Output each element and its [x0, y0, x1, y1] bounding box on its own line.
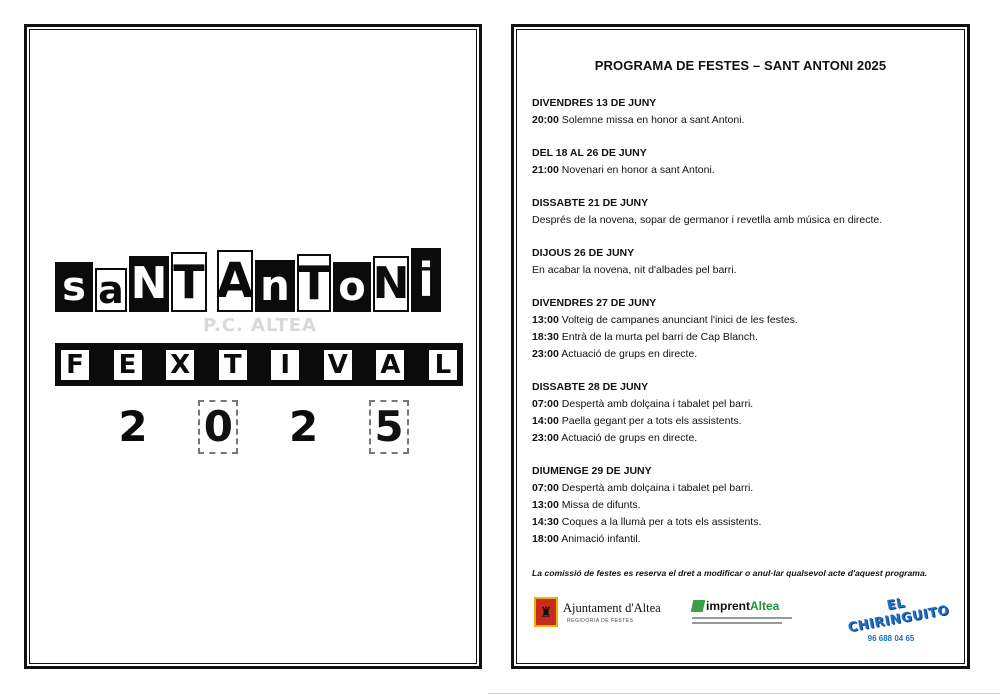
ajuntament-name: Ajuntament d'Altea: [563, 600, 661, 615]
band-letter: E: [114, 350, 142, 380]
event-line: [532, 480, 952, 497]
year-digit: 0: [198, 400, 238, 454]
band-letter: T: [219, 350, 247, 380]
event-text: Coques a la llumà per a tots els assistents.: [558, 516, 762, 528]
event-text: Volteig de campanes anunciant l'inici de les festes.: [558, 314, 798, 326]
day-title: DIUMENGE 29 DE JUNY: [532, 465, 652, 477]
event-time: 13:00: [532, 499, 559, 511]
cover-title: [55, 242, 467, 312]
ajuntament-sub: REGIDORIA DE FESTES: [567, 617, 634, 624]
ajuntament-logo: [534, 597, 661, 627]
event-text: Actuació de grups en directe.: [558, 348, 698, 360]
imprent-mark-icon: [691, 600, 706, 612]
event-line: [532, 413, 952, 430]
title-letter: T: [171, 252, 207, 312]
band-letter: V: [324, 350, 352, 380]
event-text: Novenari en honor a sant Antoni.: [558, 164, 715, 176]
event-text: En acabar la novena, nit d'albades pel barri.: [532, 264, 737, 276]
event-text: Entrà de la murta pel barri de Cap Blanch.: [558, 331, 758, 343]
day-block: [532, 295, 952, 363]
imprent-details-line: [692, 622, 782, 624]
event-line: [532, 531, 952, 548]
title-letter: A: [217, 250, 253, 312]
title-letter: s: [55, 262, 93, 312]
event-line: [532, 312, 952, 329]
event-line: [532, 262, 952, 279]
day-block: [532, 145, 952, 179]
title-letter: a: [95, 268, 127, 312]
program-title: PROGRAMA DE FESTES – SANT ANTONI 2025: [594, 58, 887, 73]
imprent-brand: Altea: [750, 599, 780, 613]
event-line: [532, 430, 952, 447]
event-time: 20:00: [532, 114, 559, 126]
event-time: 14:30: [532, 516, 559, 528]
title-letter: N: [129, 256, 169, 312]
title-letter: i: [411, 248, 441, 312]
title-letter: n: [255, 260, 295, 312]
event-time: 23:00: [532, 348, 559, 360]
event-line: [532, 346, 952, 363]
event-time: 13:00: [532, 314, 559, 326]
event-line: [532, 514, 952, 531]
band-letter: F: [61, 350, 89, 380]
imprent-prefix: imprent: [706, 599, 751, 613]
event-time: 18:30: [532, 331, 559, 343]
day-title: DIVENDRES 27 DE JUNY: [532, 297, 657, 309]
day-block: [532, 95, 952, 129]
fextival-band: [55, 343, 463, 386]
event-line: [532, 162, 952, 179]
event-line: [532, 396, 952, 413]
event-text: Actuació de grups en directe.: [558, 432, 698, 444]
event-text: Solemne missa en honor a sant Antoni.: [558, 114, 745, 126]
event-text: Despertà amb dolçaina i tabalet pel barri.: [558, 482, 754, 494]
imprent-details-line: [692, 617, 792, 619]
event-text: Paella gegant per a tots els assistents.: [558, 415, 742, 427]
chiringuito-logo: [846, 595, 951, 643]
imprentaltea-logo: [692, 599, 792, 624]
day-title: DISSABTE 28 DE JUNY: [532, 381, 649, 393]
program-days: [532, 95, 952, 564]
shield-icon: ♜: [534, 597, 558, 627]
band-letter: I: [271, 350, 299, 380]
event-time: 18:00: [532, 533, 559, 545]
title-letter: o: [333, 262, 371, 312]
event-text: Despertà amb dolçaina i tabalet pel barri.: [558, 398, 754, 410]
event-time: 21:00: [532, 164, 559, 176]
band-letter: L: [429, 350, 457, 380]
event-line: [532, 212, 952, 229]
event-time: 23:00: [532, 432, 559, 444]
day-block: [532, 195, 952, 229]
title-letter: T: [298, 256, 330, 310]
program-panel: [511, 24, 970, 669]
day-block: [532, 463, 952, 548]
day-title: DIJOUS 26 DE JUNY: [532, 247, 635, 259]
day-title: DIVENDRES 13 DE JUNY: [532, 97, 657, 109]
chiringuito-phone: 96 688 04 65: [867, 634, 915, 643]
band-letter: X: [166, 350, 194, 380]
event-text: Animació infantil.: [558, 533, 641, 545]
event-line: [532, 329, 952, 346]
event-line: [532, 112, 952, 129]
event-text: Després de la novena, sopar de germanor i revetlla amb música en directe.: [532, 214, 883, 226]
day-block: [532, 245, 952, 279]
day-title: DEL 18 AL 26 DE JUNY: [532, 147, 647, 159]
day-block: [532, 379, 952, 447]
year-digit: 2: [284, 400, 324, 454]
band-letter: A: [376, 350, 404, 380]
event-line: [532, 497, 952, 514]
event-time: 07:00: [532, 398, 559, 410]
event-time: 07:00: [532, 482, 559, 494]
event-text: Missa de difunts.: [558, 499, 641, 511]
disclaimer-text: La comissió de festes es reserva el dret a modificar o anul·lar qualsevol acte d'aquest programa.: [532, 568, 928, 578]
event-time: 14:00: [532, 415, 559, 427]
year-digits: [113, 397, 409, 457]
year-digit: 5: [369, 400, 409, 454]
year-digit: 2: [113, 400, 153, 454]
watermark-text: P.C. ALTEA: [203, 315, 317, 336]
title-letter: N: [373, 256, 409, 312]
cover-panel: [24, 24, 482, 669]
bottom-divider: [488, 693, 1000, 694]
chiringuito-name: EL CHIRINGUITO: [846, 595, 951, 636]
day-title: DISSABTE 21 DE JUNY: [532, 197, 649, 209]
sponsor-logos: [534, 597, 954, 645]
